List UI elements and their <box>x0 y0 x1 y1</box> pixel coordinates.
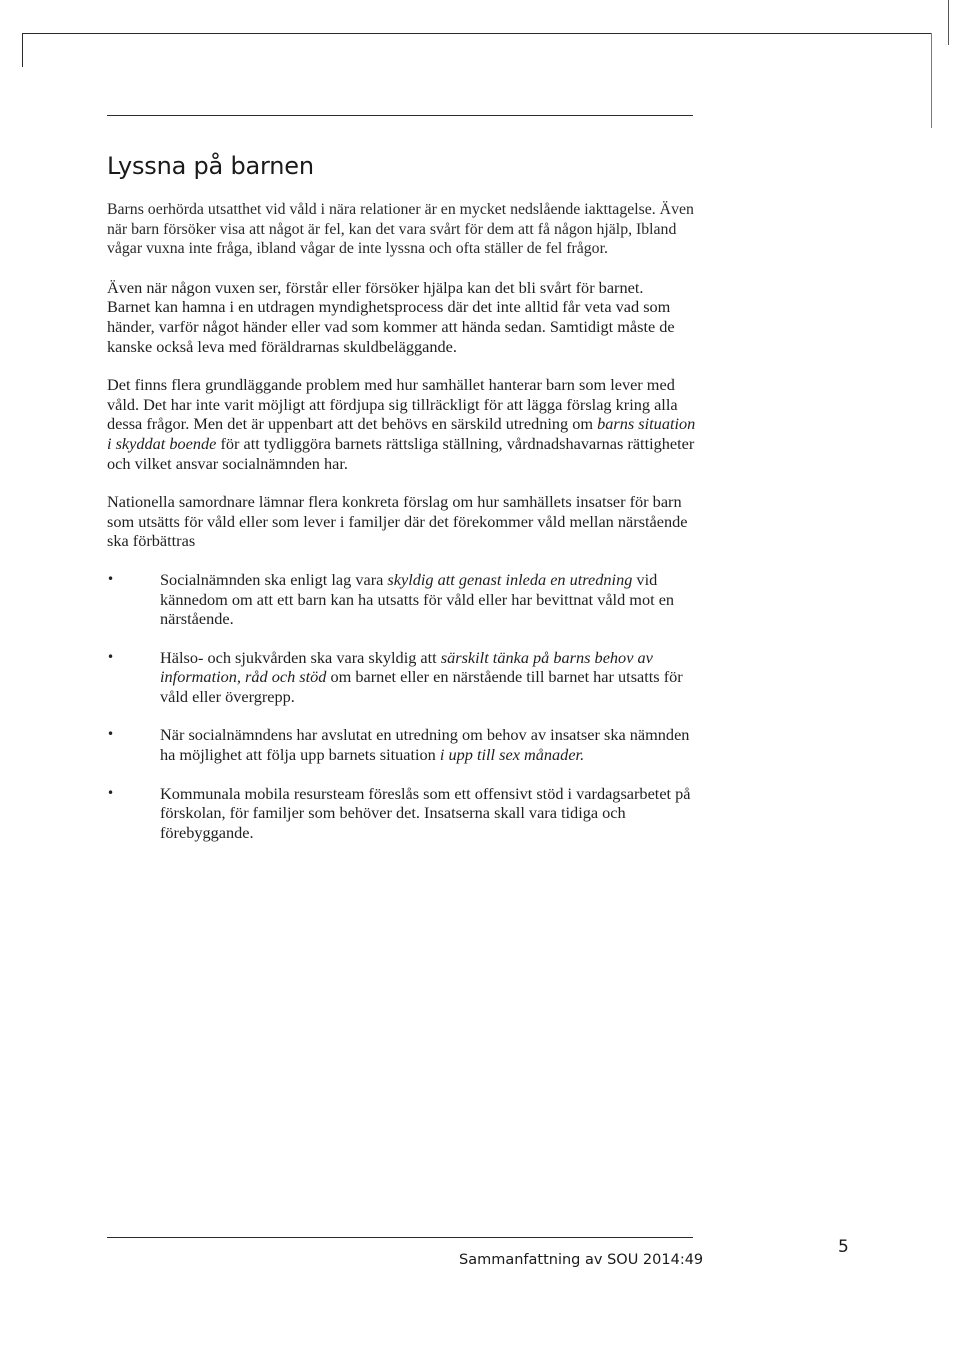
paragraph-1: Barns oerhörda utsatthet vid våld i nära relationer är en mycket nedslående iakttagelse. Även när barn försöker visa att något är fel, kan det vara svårt för dem att få någon hjälp, Ibland vågar vuxna inte fråga, ibland vågar de inte lyssna och ofta ställer de fel frågor. <box>107 201 694 258</box>
paragraph-2: Även när någon vuxen ser, förstår eller försöker hjälpa kan det bli svårt för barnet. <box>107 277 644 297</box>
footer-rule <box>107 1237 693 1238</box>
scan-frame-right-line <box>931 33 932 128</box>
page-title: Lyssna på barnen <box>107 152 314 180</box>
proposal-list <box>107 570 697 843</box>
list-item <box>107 648 697 707</box>
paragraph-4 <box>107 375 697 473</box>
list-item-emphasis: skyldig att genast inleda en utredning <box>387 569 633 589</box>
list-item-emphasis: i upp till sex månader. <box>439 745 585 765</box>
paragraph-5: Nationella samordnare lämnar flera konkreta förslag om hur samhällets insatser för barn som utsätts för våld eller som lever i familjer där det förekommer våld mellan närstående ska förbättras <box>107 492 688 551</box>
list-item-text: Kommunala mobila resursteam föreslås som ett offensivt stöd i vardagsarbetet på förskolan, för familjer som behöver det. Insatserna skall vara tidiga och förebyggande. <box>160 783 691 842</box>
scan-frame-top-line <box>22 33 932 34</box>
scan-frame-left-line <box>22 33 23 67</box>
paragraph-4-text: Det finns flera grundläggande problem med hur samhället hanterar barn som lever med våld. Det har inte varit möjligt att fördjupa sig tillräckligt för att lägga förslag kring alla dessa frågor. Men det är uppenbart att det behövs en särskild utredning om <box>107 375 678 434</box>
bullet-icon: • <box>107 727 115 742</box>
bullet-icon: • <box>107 649 115 664</box>
paragraph-4-emphasis: barns situation i skyddat boende <box>107 414 696 453</box>
footer-document-title: Sammanfattning av SOU 2014:49 <box>459 1252 704 1268</box>
list-item-text-end: om barnet eller en närstående till barnet har utsatts för våld eller övergrepp. <box>160 667 683 706</box>
body-text <box>107 200 697 861</box>
scan-edge-line <box>948 0 949 45</box>
list-item-text: Hälso- och sjukvården ska vara skyldig att <box>160 647 441 667</box>
list-item <box>107 725 697 764</box>
paragraph-3: Barnet kan hamna i en utdragen myndighetsprocess där det inte alltid får veta vad som händer, varför något händer eller vad som kommer att hända sedan. Samtidigt måste de kanske också leva med föräldrarnas skuldbeläggande. <box>107 297 675 356</box>
list-item <box>107 784 697 843</box>
page-number: 5 <box>838 1237 849 1257</box>
list-item <box>107 570 697 629</box>
bullet-icon: • <box>107 571 115 586</box>
list-item-text: Socialnämnden ska enligt lag vara <box>160 569 388 589</box>
list-item-text: När socialnämndens har avslutat en utredning om behov av insatser ska nämnden ha möjlighet att följa upp barnets situation <box>160 725 690 765</box>
header-rule <box>107 115 693 116</box>
list-item-text-end: vid kännedom om att ett barn kan ha utsatts för våld eller har bevittnat våld mot en närstående. <box>160 569 675 629</box>
paragraph-4-text-end: för att tydliggöra barnets rättsliga ställning, vårdnadshavarnas rättigheter och vilket ansvar socialnämnden har. <box>107 433 695 473</box>
list-item-emphasis: särskilt tänka på barns behov av information, råd och stöd <box>160 647 653 687</box>
bullet-icon: • <box>107 785 115 800</box>
